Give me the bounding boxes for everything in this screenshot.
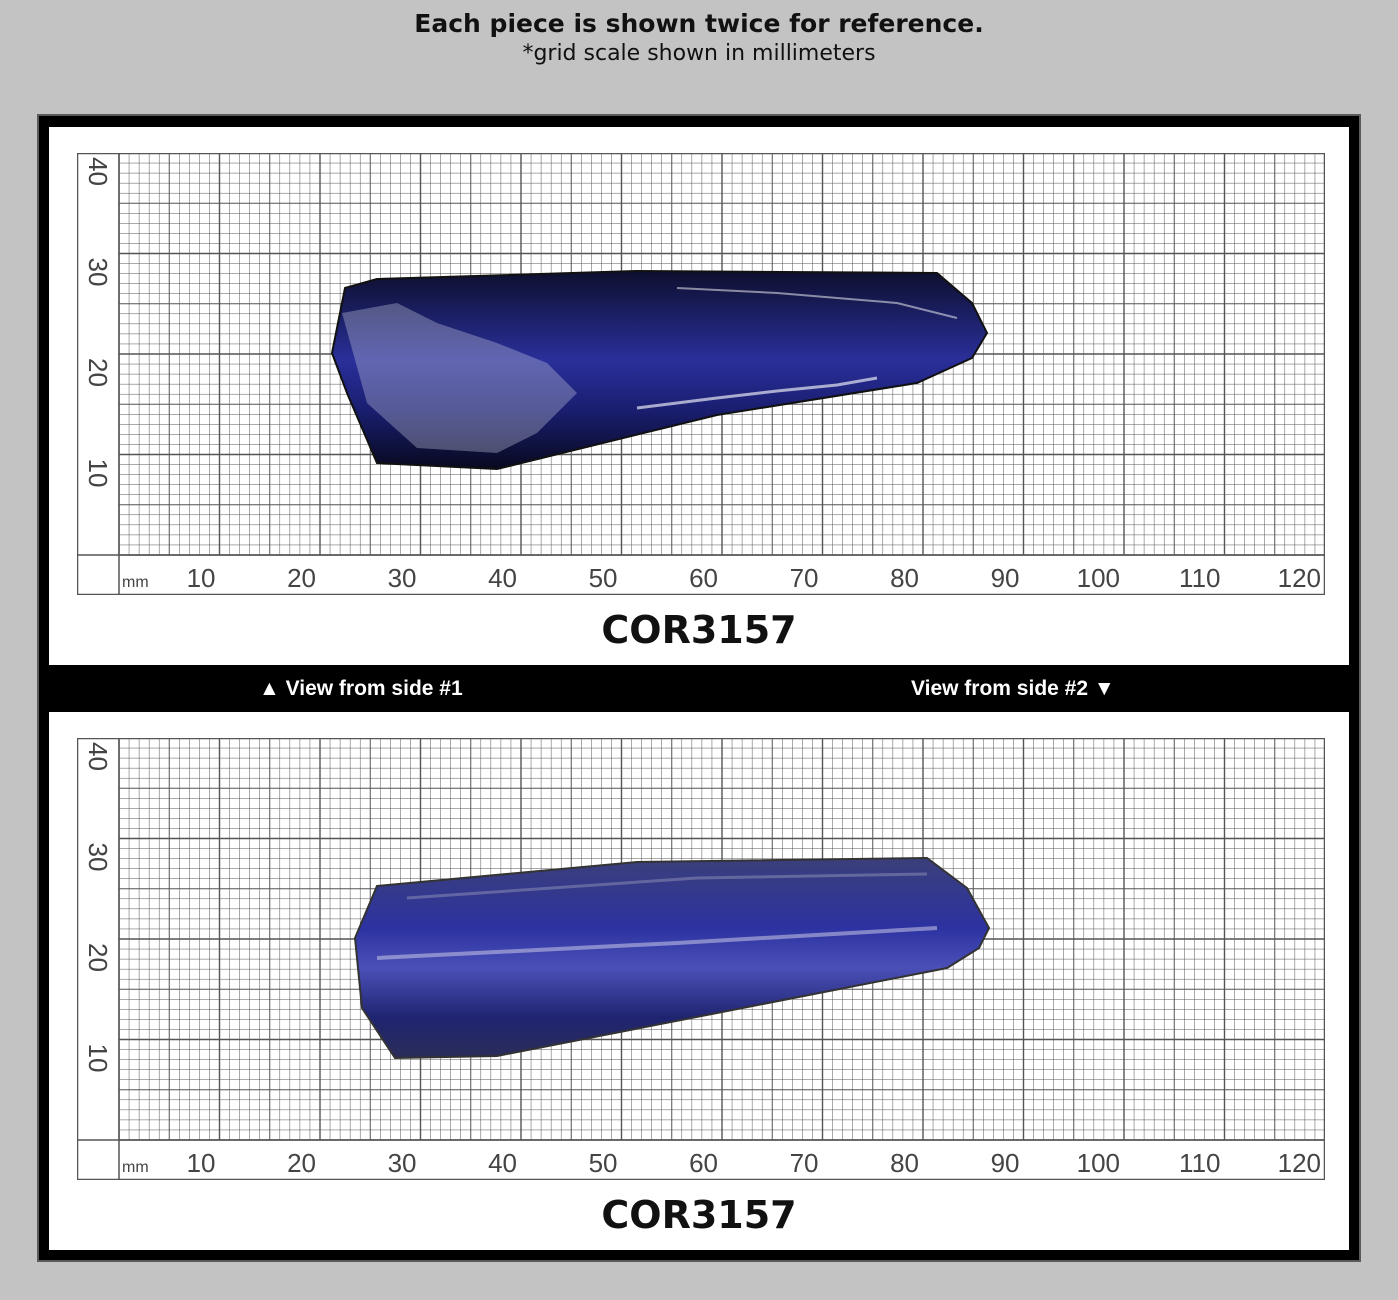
x-tick-label: 10 <box>186 563 216 593</box>
x-tick-label: 80 <box>890 563 919 593</box>
x-tick-label: 50 <box>588 563 618 593</box>
mm-grid-side-2 <box>77 738 1325 1180</box>
page-title: Each piece is shown twice for reference. <box>414 9 984 38</box>
view-side-2-label: View from side #2 ▼ <box>911 677 1115 700</box>
x-tick-label: 110 <box>1179 563 1221 593</box>
panel-side-1 <box>49 127 1349 665</box>
y-tick-label: 10 <box>83 1043 113 1073</box>
x-tick-label: 30 <box>387 563 417 593</box>
stone-side-1 <box>332 271 987 469</box>
y-tick-label: 30 <box>83 257 113 287</box>
photo-frame <box>37 114 1361 1262</box>
y-tick-label: 20 <box>83 943 113 972</box>
x-tick-label: 100 <box>1076 1148 1120 1178</box>
y-tick-label: 40 <box>83 742 113 771</box>
x-tick-label: 60 <box>689 563 718 593</box>
y-tick-label: 40 <box>83 157 113 186</box>
x-tick-label: 70 <box>789 563 819 593</box>
x-tick-label: 120 <box>1277 1148 1321 1178</box>
x-tick-label: 100 <box>1076 563 1120 593</box>
x-tick-label: 70 <box>789 1148 819 1178</box>
x-tick-label: 10 <box>186 1148 216 1178</box>
unit-label: mm <box>122 574 149 591</box>
grid-svg-side-1 <box>77 153 1325 595</box>
page-header <box>0 8 1398 68</box>
x-tick-label: 60 <box>689 1148 718 1178</box>
x-tick-label: 40 <box>488 1148 517 1178</box>
x-tick-label: 20 <box>287 1148 316 1178</box>
item-code: COR3157 <box>601 608 797 652</box>
x-tick-label: 40 <box>488 563 517 593</box>
x-tick-label: 120 <box>1277 563 1321 593</box>
x-tick-label: 20 <box>287 563 316 593</box>
panel-side-2 <box>49 712 1349 1250</box>
grid-svg-side-2 <box>77 738 1325 1180</box>
y-tick-label: 20 <box>83 358 113 387</box>
x-tick-label: 50 <box>588 1148 618 1178</box>
y-tick-label: 10 <box>83 458 113 488</box>
x-tick-label: 90 <box>990 563 1020 593</box>
x-tick-label: 110 <box>1179 1148 1221 1178</box>
page-subtitle: *grid scale shown in millimeters <box>522 41 876 66</box>
x-tick-label: 90 <box>990 1148 1020 1178</box>
x-tick-label: 30 <box>387 1148 417 1178</box>
unit-label: mm <box>122 1159 149 1176</box>
y-tick-label: 30 <box>83 842 113 872</box>
view-side-1-label: ▲ View from side #1 <box>259 677 463 700</box>
mm-grid-side-1 <box>77 153 1325 595</box>
x-tick-label: 80 <box>890 1148 919 1178</box>
item-code: COR3157 <box>601 1193 797 1237</box>
